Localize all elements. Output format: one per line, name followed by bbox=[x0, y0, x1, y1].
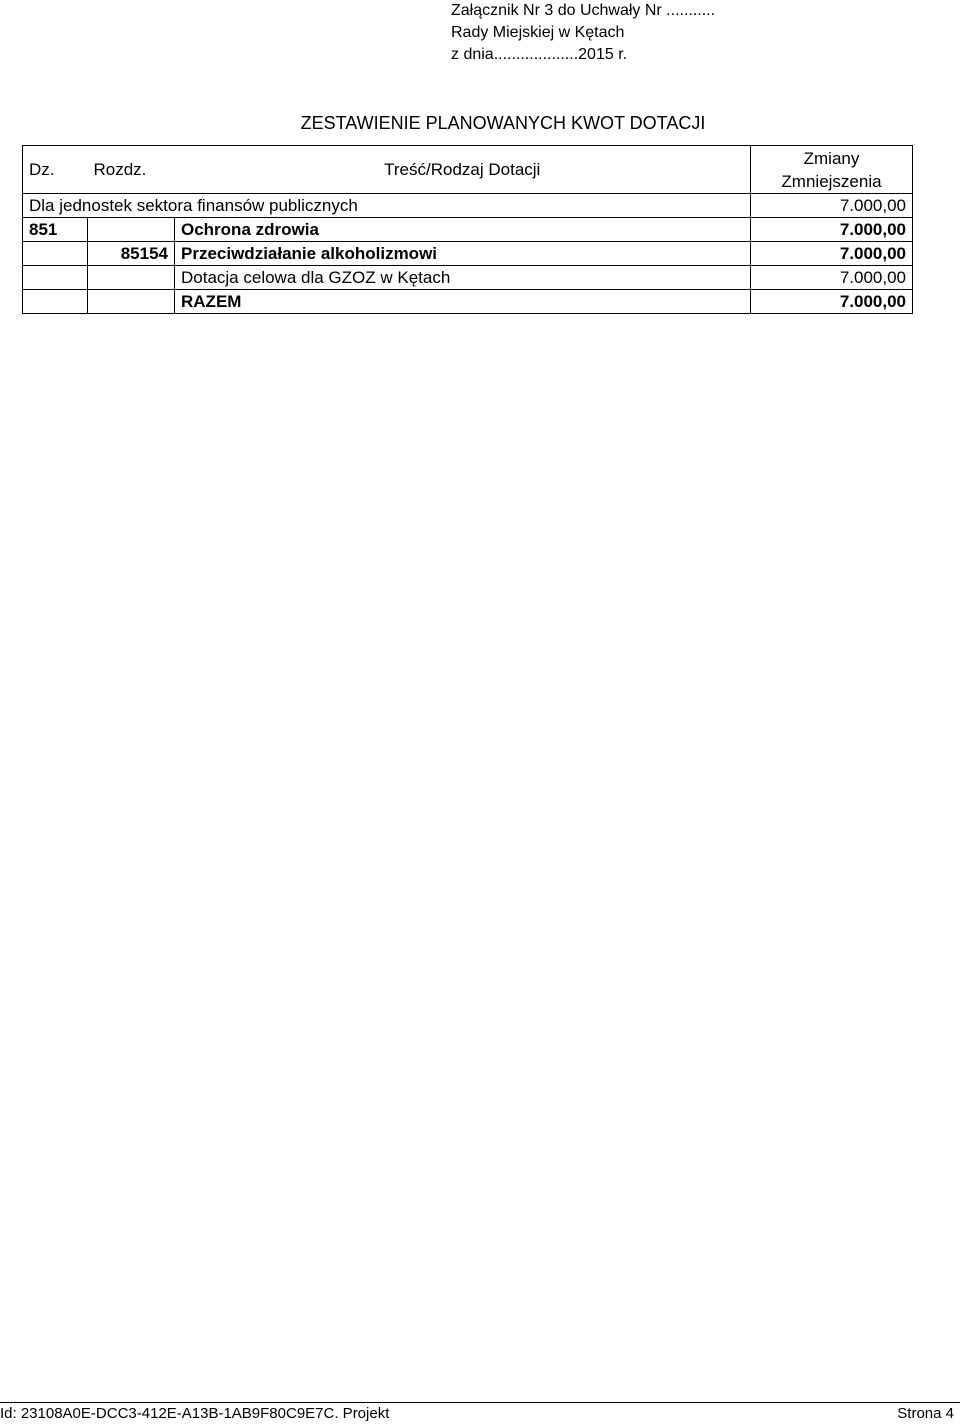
item-amount: 7.000,00 bbox=[751, 266, 913, 290]
table-row-dzial bbox=[23, 218, 913, 242]
header-tresc: Treść/Rodzaj Dotacji bbox=[175, 146, 751, 194]
header-dz: Dz. bbox=[23, 146, 88, 194]
dzial-label: Ochrona zdrowia bbox=[175, 218, 751, 242]
rozdzial-label: Przeciwdziałanie alkoholizmowi bbox=[175, 242, 751, 266]
table-row-rozdzial bbox=[23, 242, 913, 266]
dzial-amount: 7.000,00 bbox=[751, 218, 913, 242]
footer-divider bbox=[0, 1402, 960, 1403]
annex-header bbox=[451, 0, 715, 66]
rozdzial-code: 85154 bbox=[88, 242, 175, 266]
item-label: Dotacja celowa dla GZOZ w Kętach bbox=[175, 266, 751, 290]
annex-line-2: Rady Miejskiej w Kętach bbox=[451, 24, 625, 41]
document-title: ZESTAWIENIE PLANOWANYCH KWOT DOTACJI bbox=[300, 113, 706, 133]
section-label: Dla jednostek sektora finansów publicznych bbox=[23, 194, 751, 218]
total-amount: 7.000,00 bbox=[751, 290, 913, 314]
annex-line-3: z dnia...................2015 r. bbox=[451, 46, 628, 63]
annex-line-1: Załącznik Nr 3 do Uchwały Nr ........... bbox=[451, 2, 716, 19]
table-header-row bbox=[23, 146, 913, 194]
total-dz-empty bbox=[23, 290, 88, 314]
section-amount: 7.000,00 bbox=[751, 194, 913, 218]
header-zmiany: Zmiany bbox=[803, 148, 860, 168]
rozdzial-dz-empty bbox=[23, 242, 88, 266]
header-amount bbox=[751, 146, 913, 194]
table-row-item bbox=[23, 266, 913, 290]
item-dz-empty bbox=[23, 266, 88, 290]
table-row-total bbox=[23, 290, 913, 314]
header-zmniejszenia: Zmniejszenia bbox=[781, 171, 882, 191]
header-rozdz: Rozdz. bbox=[88, 146, 175, 194]
grants-table bbox=[22, 145, 913, 314]
table-row-section bbox=[23, 194, 913, 218]
item-rozdz-empty bbox=[88, 266, 175, 290]
footer-page-number: Strona 4 bbox=[897, 1405, 954, 1422]
footer-document-id: Id: 23108A0E-DCC3-412E-A13B-1AB9F80C9E7C. Projekt bbox=[0, 1405, 390, 1422]
dzial-code: 851 bbox=[23, 218, 88, 242]
rozdzial-amount: 7.000,00 bbox=[751, 242, 913, 266]
total-label: RAZEM bbox=[175, 290, 751, 314]
total-rozdz-empty bbox=[88, 290, 175, 314]
dzial-rozdz-empty bbox=[88, 218, 175, 242]
